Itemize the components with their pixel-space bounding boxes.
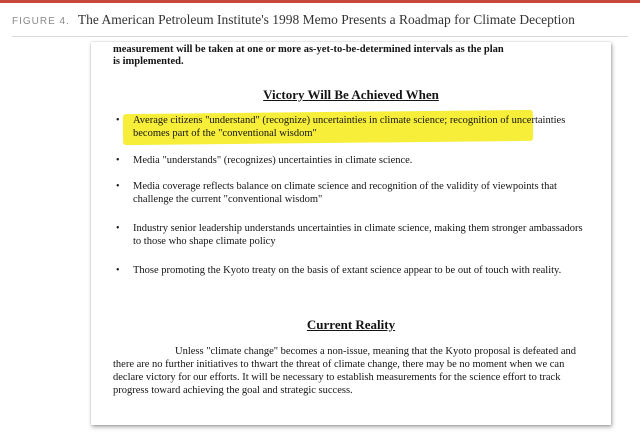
bullet-dot: •: [116, 265, 120, 276]
figure-label: FIGURE 4.: [12, 16, 70, 27]
bullet-item: [116, 154, 586, 167]
caption-divider: [12, 36, 628, 37]
bullet-item: [116, 114, 586, 140]
bullet-text: Average citizens "understand" (recognize) uncertainties in climate science; recognition of uncertainties becomes part of the "conventional wisdom": [133, 115, 566, 139]
bullet-item: [116, 222, 586, 248]
victory-heading: Victory Will Be Achieved When: [263, 87, 439, 102]
reality-paragraph: Unless "climate change" becomes a non-issue, meaning that the Kyoto proposal is defeated and there are no further initiatives to thwart the threat of climate change, there may be no moment when we can declare victory for our efforts. It will be necessary to establish measurements for the science effort to track progress toward achieving the goal and strategic success.: [113, 346, 577, 396]
bullet-dot: •: [116, 115, 120, 126]
memo-intro-line: is implemented.: [113, 56, 184, 67]
bullet-item: [116, 264, 586, 277]
bullet-dot: •: [116, 155, 120, 166]
figure-caption: [12, 10, 628, 32]
bullet-text: Those promoting the Kyoto treaty on the basis of extant science appear to be out of touch with reality.: [133, 265, 562, 276]
bullet-text: Media "understands" (recognizes) uncertainties in climate science.: [133, 155, 413, 166]
bullet-item: [116, 180, 586, 206]
bullet-text: Industry senior leadership understands uncertainties in climate science, making them stronger ambassadors to those who shape climate policy: [133, 223, 583, 247]
bullet-dot: •: [116, 181, 120, 192]
figure-title: The American Petroleum Institute's 1998 Memo Presents a Roadmap for Climate Deception: [77, 12, 575, 27]
bullet-dot: •: [116, 223, 120, 234]
top-accent-rule: [0, 0, 640, 3]
reality-heading: Current Reality: [306, 317, 396, 332]
bullet-text: Media coverage reflects balance on climate science and recognition of the validity of viewpoints that challenge the current "conventional wisdom": [133, 181, 557, 205]
memo-cut-line: measurement will be taken at one or more as-yet-to-be-determined intervals as the plan: [113, 44, 504, 55]
memo-document-image: [91, 42, 611, 425]
